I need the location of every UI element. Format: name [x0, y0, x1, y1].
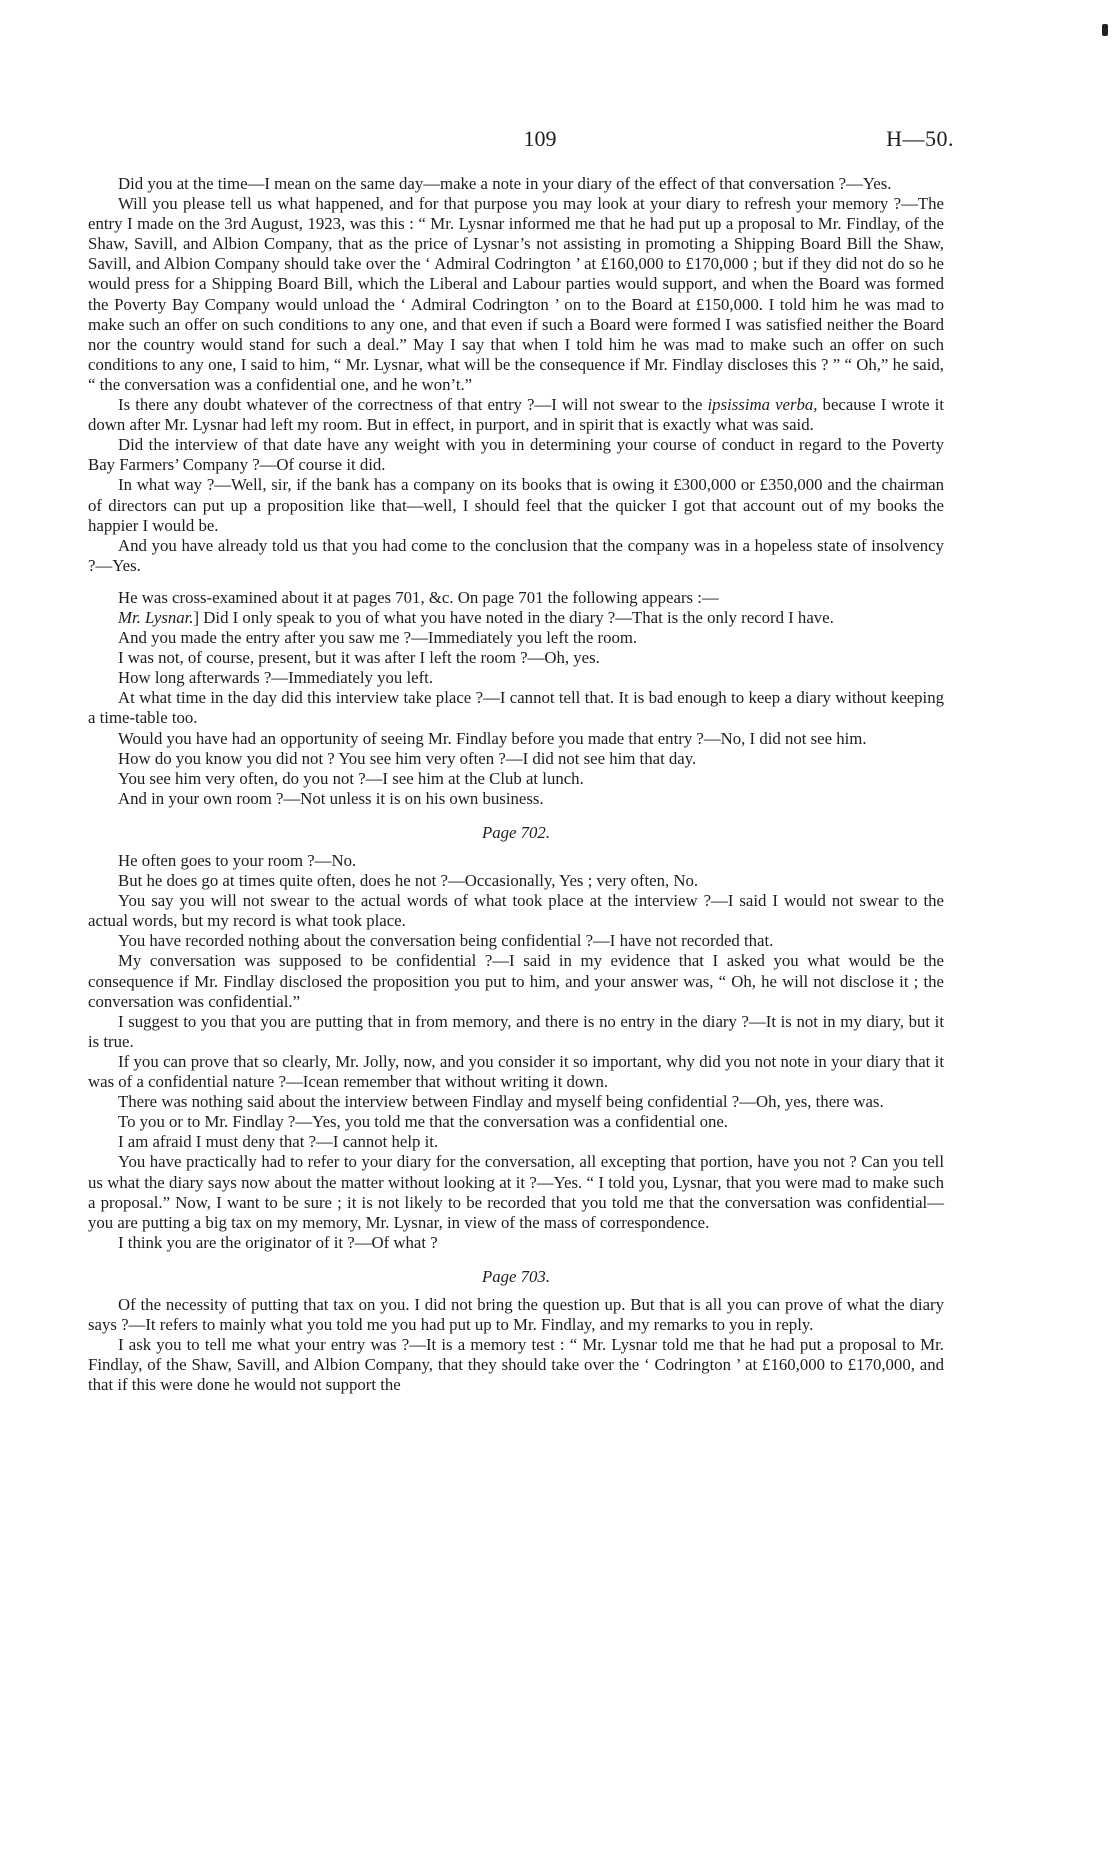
paragraph: I am afraid I must deny that ?—I cannot help it.	[118, 1132, 439, 1152]
latin-phrase: ipsissima verba,	[707, 395, 818, 415]
speaker-name: Mr. Lysnar.	[118, 607, 194, 627]
paragraph: And you made the entry after you saw me ?—Immediately you left the room.	[118, 628, 638, 648]
paragraph: You have recorded nothing about the conversation being confidential ?—I have not recorded that.	[118, 931, 774, 951]
document-reference: H—50.	[886, 126, 954, 151]
paragraph: I was not, of course, present, but it was after I left the room ?—Oh, yes.	[118, 648, 600, 668]
paragraph: I think you are the originator of it ?—Of what ?	[118, 1232, 438, 1252]
paragraph	[88, 395, 944, 435]
paragraph: And in your own room ?—Not unless it is on his own business.	[118, 788, 544, 808]
paragraph: You see him very often, do you not ?—I see him at the Club at lunch.	[118, 768, 584, 788]
paragraph: If you can prove that so clearly, Mr. Jolly, now, and you consider it so important, why did you not note in your diary that it was of a confidential nature ?—Icean remember that without writing it down.	[88, 1051, 944, 1092]
paragraph: You say you will not swear to the actual words of what took place at the interview ?—I said I would not swear to the actual words, but my record is what took place.	[88, 891, 944, 931]
page-number: 109	[523, 126, 557, 151]
paragraph: At what time in the day did this interview take place ?—I cannot tell that. It is bad enough to keep a diary without keeping a time-table too.	[88, 688, 944, 728]
text-run: Is there any doubt whatever of the correctness of that entry ?—I will not swear to the	[118, 395, 708, 415]
paragraph: Would you have had an opportunity of seeing Mr. Findlay before you made that entry ?—No, I did not see him.	[118, 728, 867, 748]
paragraph: Did you at the time—I mean on the same day—make a note in your diary of the effect of that conversation ?—Yes.	[118, 174, 892, 193]
scan-mark	[1102, 24, 1108, 36]
paragraph: But he does go at times quite often, does he not ?—Occasionally, Yes ; very often, No.	[118, 871, 699, 891]
paragraph: In what way ?—Well, sir, if the bank has a company on its books that is owing it £300,000 or £350,000 and the chairman of directors can put up a proposition like that—well, I should feel that the quicker I got that account out of my books the happier I would be.	[88, 475, 944, 535]
paragraph: He often goes to your room ?—No.	[118, 851, 357, 870]
paragraph: My conversation was supposed to be confidential ?—I said in my evidence that I asked you what would be the consequence if Mr. Findlay disclosed the proposition you put to him, and your answer was, “ Oh, he will not disclose it ; the conversation was confidential.”	[88, 951, 944, 1011]
paragraph: Did the interview of that date have any weight with you in determining your course of conduct in regard to the Poverty Bay Farmers’ Company ?—Of course it did.	[88, 435, 944, 475]
paragraph: I ask you to tell me what your entry was ?—It is a memory test : “ Mr. Lysnar told me that he had put a proposal to Mr. Findlay, of the Shaw, Savill, and Albion Company, that they should take over the ‘ Codrington ’ at £160,000 to £170,000, and that if this were done he would not support the	[88, 1335, 944, 1395]
paragraph: I suggest to you that you are putting that in from memory, and there is no entry in the diary ?—It is not in my diary, but it is true.	[88, 1011, 944, 1051]
paragraph	[88, 608, 944, 628]
body-text	[88, 174, 944, 1395]
page-header	[0, 126, 1114, 160]
paragraph: How do you know you did not ? You see him very often ?—I did not see him that day.	[118, 748, 697, 768]
paragraph: To you or to Mr. Findlay ?—Yes, you told me that the conversation was a confidential one.	[118, 1112, 728, 1132]
paragraph: Will you please tell us what happened, and for that purpose you may look at your diary to refresh your memory ?—The entry I made on the 3rd August, 1923, was this : “ Mr. Lysnar informed me that he had put up a proposal to Mr. Findlay, of the Shaw, Savill, and Albion Company, that as the price of Lysnar’s not assisting in promoting a Shipping Board Bill the Shaw, Savill, and Albion Company should take over the ‘ Admiral Codrington ’ at £160,000 to £170,000 ; but if they did not do so he would press for a Shipping Board Bill, which the Liberal and Labour parties would support, and when the Board was formed the Poverty Bay Company would unload the ‘ Admiral Codrington ’ on to the Board at £150,000. I told him he was mad to make such an offer on such conditions to any one, and that even if such a Board were formed I was satisfied neither the Board nor the country would stand for such a deal.” May I say that when I told him he was mad to make such an offer on such conditions to any one, I said to him, “ Mr. Lysnar, what will be the consequence if Mr. Findlay discloses this ? ” “ Oh,” he said, “ the conversation was a confidential one, and he won’t.”	[88, 194, 944, 394]
cross-examination-intro: He was cross-examined about it at pages 701, &c. On page 701 the following appears :—	[118, 587, 719, 607]
paragraph: There was nothing said about the interview between Findlay and myself being confidential ?—Oh, yes, there was.	[118, 1092, 884, 1112]
paragraph: And you have already told us that you had come to the conclusion that the company was in a hopeless state of insolvency ?—Yes.	[88, 535, 944, 575]
section-heading-page-702: Page 702.	[481, 822, 551, 842]
paragraph: How long afterwards ?—Immediately you left.	[118, 668, 434, 688]
paragraph: You have practically had to refer to your diary for the conversation, all excepting that portion, have you not ? Can you tell us what the diary says now about the matter without looking at it ?—Yes. “ I told you, Lysnar, that you were mad to make such a proposal.” Now, I want to be sure ; it is not likely to be recorded that you told me that the conversation was confidential—you are putting a big tax on my memory, Mr. Lysnar, in view of the mass of correspondence.	[88, 1152, 944, 1232]
paragraph: Of the necessity of putting that tax on you. I did not bring the question up. But that is all you can prove of what the diary says ?—It refers to mainly what you told me you had put up to Mr. Findlay, and my remarks to you in reply.	[88, 1294, 944, 1335]
text-run: ] Did I only speak to you of what you have noted in the diary ?—That is the only record I have.	[193, 607, 834, 627]
section-heading-page-703: Page 703.	[481, 1266, 551, 1286]
text-run: because I wrote it down after Mr. Lysnar had left my room. But in effect, in purport, and in spirit that is exactly what was said.	[88, 395, 945, 435]
